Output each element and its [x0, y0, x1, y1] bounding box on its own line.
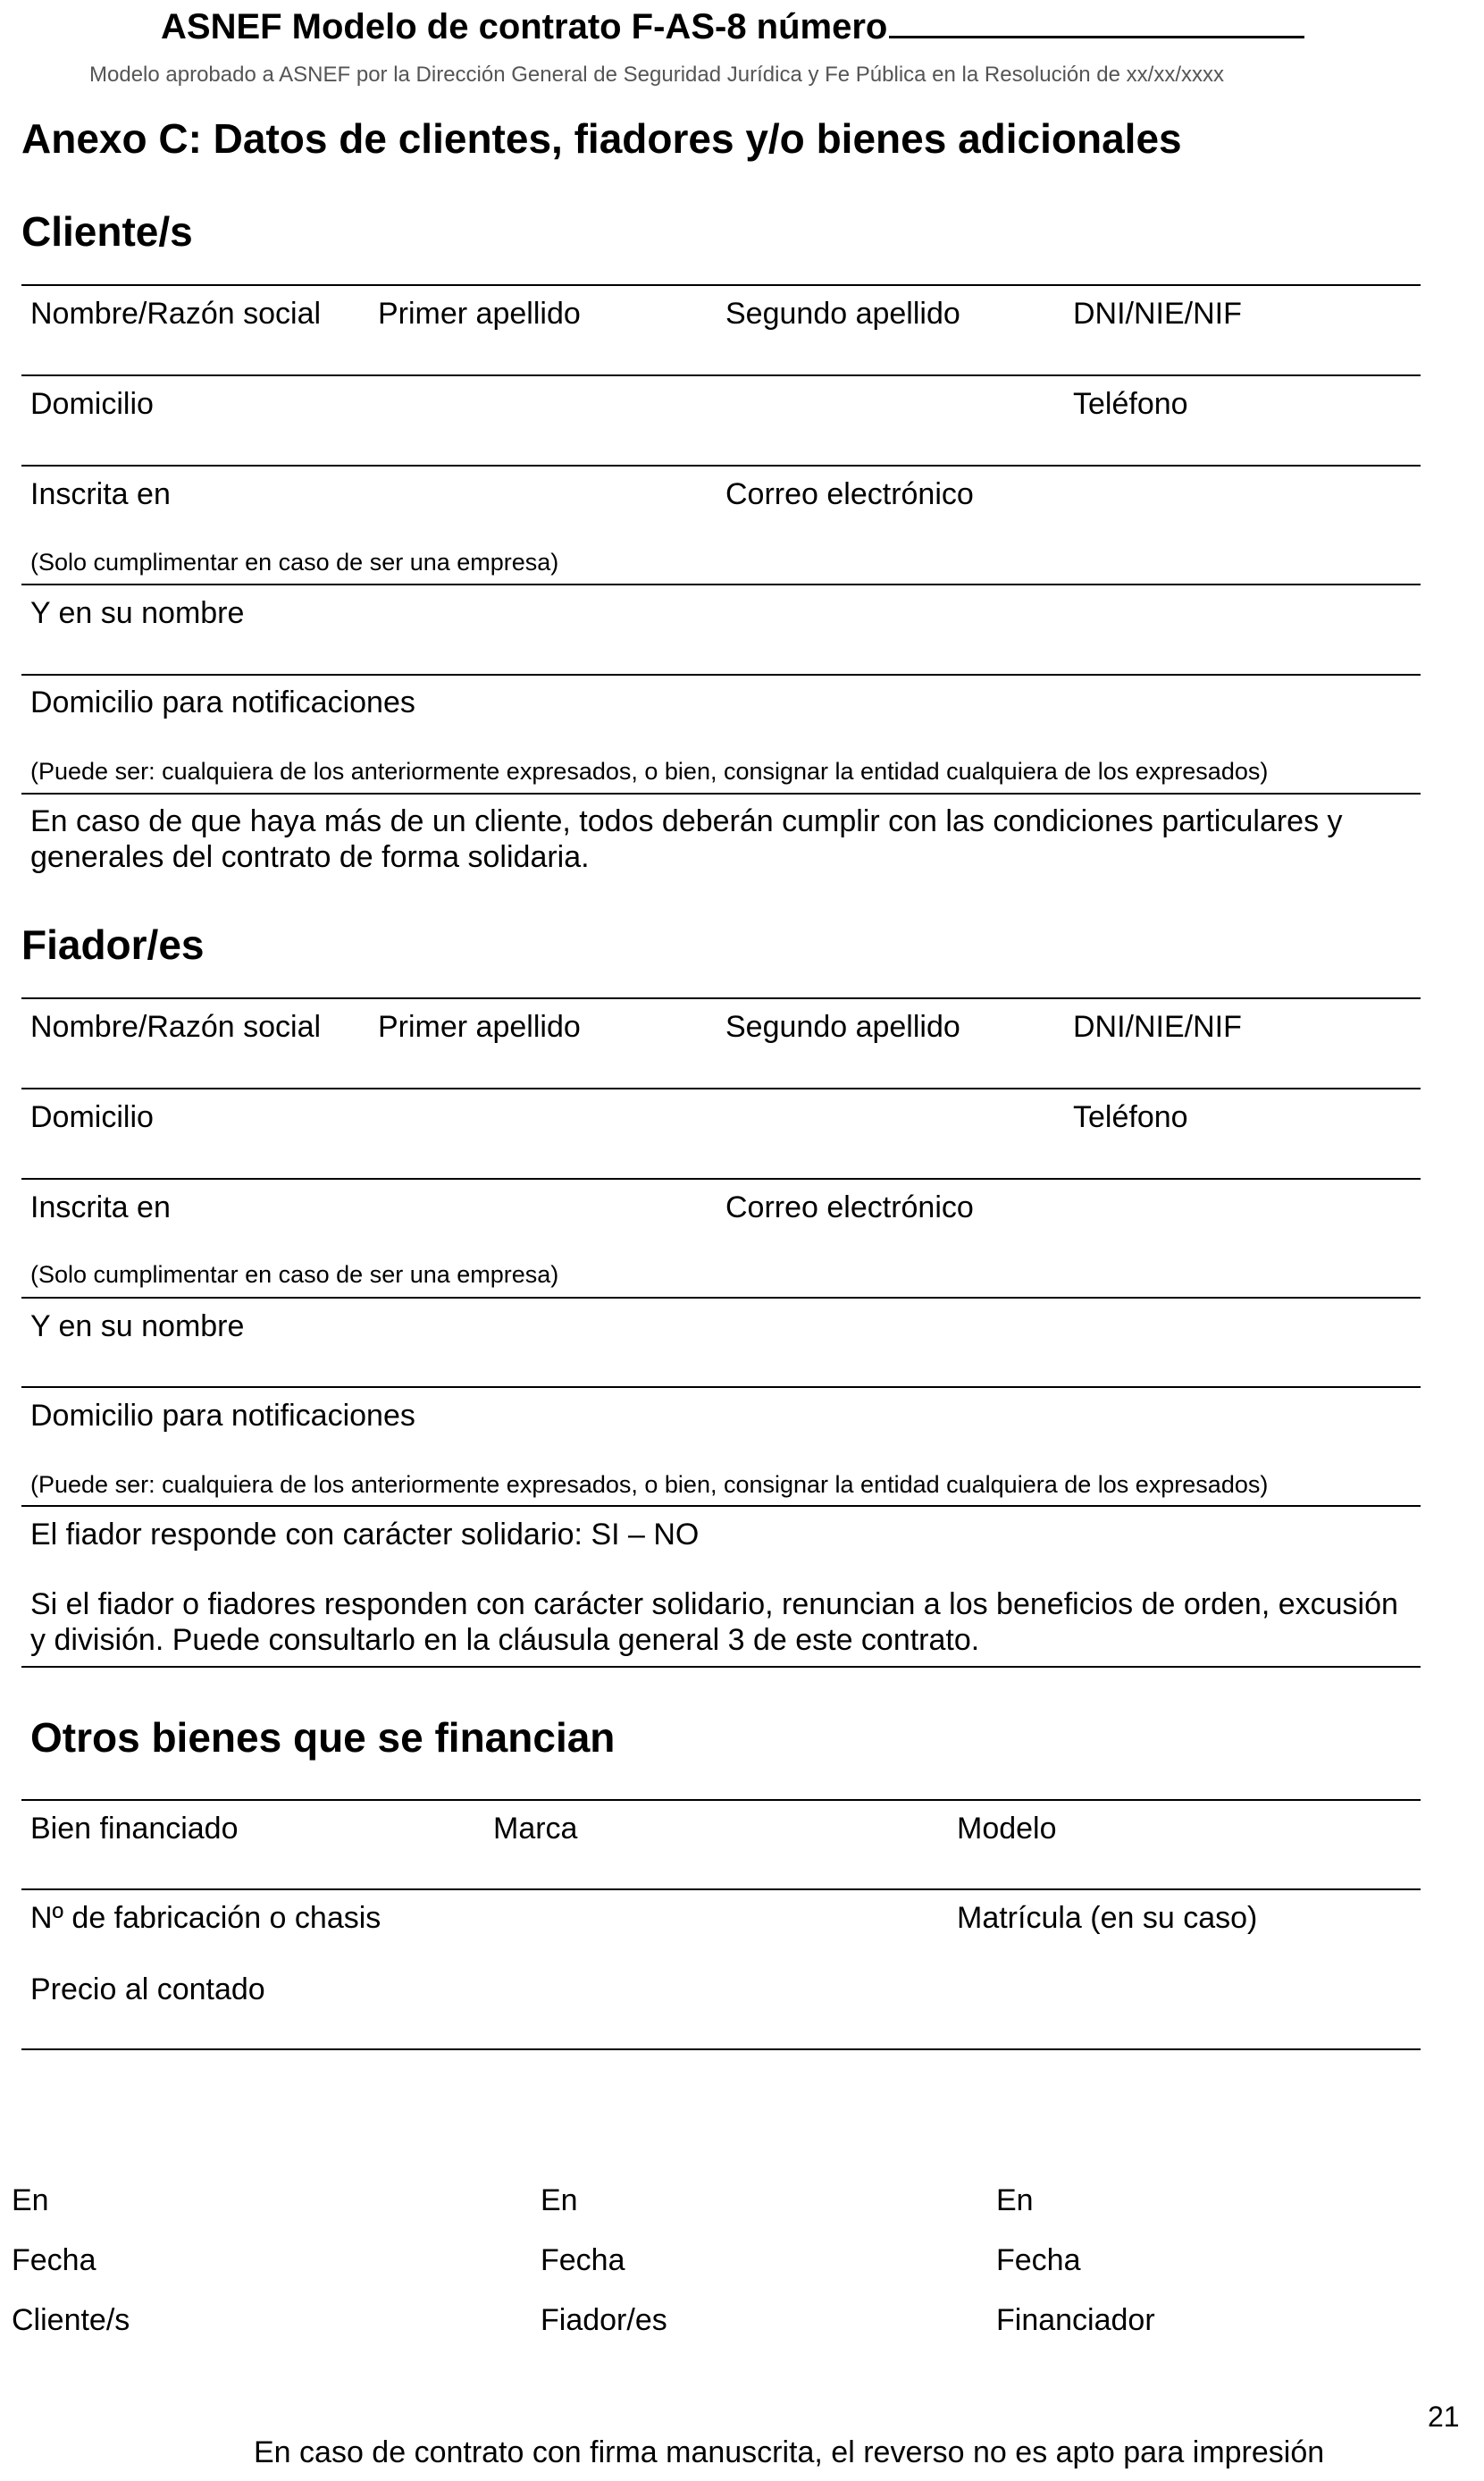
cliente-correo-label: Correo electrónico — [725, 477, 974, 511]
page-number: 21 — [1428, 2401, 1460, 2433]
cliente-dni-label: DNI/NIE/NIF — [1073, 297, 1242, 331]
signature-cliente-party: Cliente/s — [12, 2303, 130, 2337]
signature-fiador-fecha: Fecha — [541, 2243, 625, 2277]
fiador-correo-label: Correo electrónico — [725, 1190, 974, 1224]
signature-financiador-party: Financiador — [996, 2303, 1155, 2337]
divider — [21, 674, 1421, 676]
fiadores-heading: Fiador/es — [21, 921, 205, 968]
precio-contado-label: Precio al contado — [30, 1972, 265, 2006]
fiador-en-su-nombre-label: Y en su nombre — [30, 1309, 245, 1343]
cliente-solo-empresa-note: (Solo cumplimentar en caso de ser una empresa) — [30, 549, 559, 576]
cliente-domicilio-notif-label: Domicilio para notificaciones — [30, 685, 415, 719]
marca-label: Marca — [493, 1812, 578, 1846]
divider — [21, 1666, 1421, 1668]
fiador-domicilio-notif-label: Domicilio para notificaciones — [30, 1399, 415, 1433]
divider — [21, 1088, 1421, 1089]
cliente-primer-apellido-label: Primer apellido — [378, 297, 581, 331]
bienes-heading: Otros bienes que se financian — [30, 1714, 616, 1761]
fiador-dni-label: DNI/NIE/NIF — [1073, 1010, 1242, 1044]
divider — [21, 997, 1421, 999]
divider — [21, 584, 1421, 585]
fiador-solidario-label: El fiador responde con carácter solidario: SI – NO — [30, 1518, 700, 1552]
clientes-solidaria-note: En caso de que haya más de un cliente, todos deberán cumplir con las condiciones particulares y generales del contrato de forma solidaria. — [30, 804, 1343, 874]
divider — [21, 465, 1421, 467]
divider — [21, 284, 1421, 286]
fiador-inscrita-label: Inscrita en — [30, 1190, 171, 1224]
signature-cliente-en: En — [12, 2183, 49, 2217]
fiadores-renuncia-note: Si el fiador o fiadores responden con carácter solidario, renuncian a los beneficios de orden, excusión y división. Puede consultarlo en la cláusula general 3 de este contrato. — [30, 1587, 1398, 1657]
divider — [21, 374, 1421, 376]
signature-cliente-fecha: Fecha — [12, 2243, 96, 2277]
signature-financiador-fecha: Fecha — [996, 2243, 1081, 2277]
document-subtitle: Modelo aprobado a ASNEF por la Dirección General de Seguridad Jurídica y Fe Pública en la Resolución de xx/xx/xxxx — [89, 63, 1224, 87]
annex-title: Anexo C: Datos de clientes, fiadores y/o bienes adicionales — [21, 115, 1182, 162]
cliente-segundo-apellido-label: Segundo apellido — [725, 297, 960, 331]
cliente-puede-ser-note: (Puede ser: cualquiera de los anteriormente expresados, o bien, consignar la entidad cualquiera de los expresados) — [30, 758, 1269, 785]
divider — [21, 1799, 1421, 1801]
fiador-telefono-label: Teléfono — [1073, 1100, 1188, 1134]
divider — [21, 793, 1421, 795]
divider — [21, 1386, 1421, 1388]
signature-fiador-en: En — [541, 2183, 578, 2217]
divider — [21, 1297, 1421, 1299]
signature-financiador-en: En — [996, 2183, 1034, 2217]
cliente-domicilio-label: Domicilio — [30, 387, 154, 421]
document-title — [161, 5, 1304, 47]
clientes-heading: Cliente/s — [21, 208, 193, 255]
fabricacion-label: Nº de fabricación o chasis — [30, 1901, 381, 1935]
fiador-solo-empresa-note: (Solo cumplimentar en caso de ser una empresa) — [30, 1261, 559, 1288]
cliente-nombre-label: Nombre/Razón social — [30, 297, 322, 331]
cliente-en-su-nombre-label: Y en su nombre — [30, 596, 245, 630]
contract-number-blank — [889, 5, 1304, 38]
cliente-telefono-label: Teléfono — [1073, 387, 1188, 421]
signature-fiador-party: Fiador/es — [541, 2303, 667, 2337]
matricula-label: Matrícula (en su caso) — [957, 1901, 1258, 1935]
fiador-nombre-label: Nombre/Razón social — [30, 1010, 322, 1044]
fiador-segundo-apellido-label: Segundo apellido — [725, 1010, 960, 1044]
fiador-puede-ser-note: (Puede ser: cualquiera de los anteriormente expresados, o bien, consignar la entidad cualquiera de los expresados) — [30, 1471, 1269, 1498]
divider — [21, 1505, 1421, 1507]
modelo-label: Modelo — [957, 1812, 1057, 1846]
divider — [21, 2048, 1421, 2050]
fiador-primer-apellido-label: Primer apellido — [378, 1010, 581, 1044]
divider — [21, 1178, 1421, 1180]
document-title-text: ASNEF Modelo de contrato F-AS-8 número — [161, 7, 888, 46]
cliente-inscrita-label: Inscrita en — [30, 477, 171, 511]
bien-financiado-label: Bien financiado — [30, 1812, 239, 1846]
footer-note: En caso de contrato con firma manuscrita, el reverso no es apto para impresión — [254, 2435, 1325, 2469]
divider — [21, 1888, 1421, 1890]
fiador-domicilio-label: Domicilio — [30, 1100, 154, 1134]
